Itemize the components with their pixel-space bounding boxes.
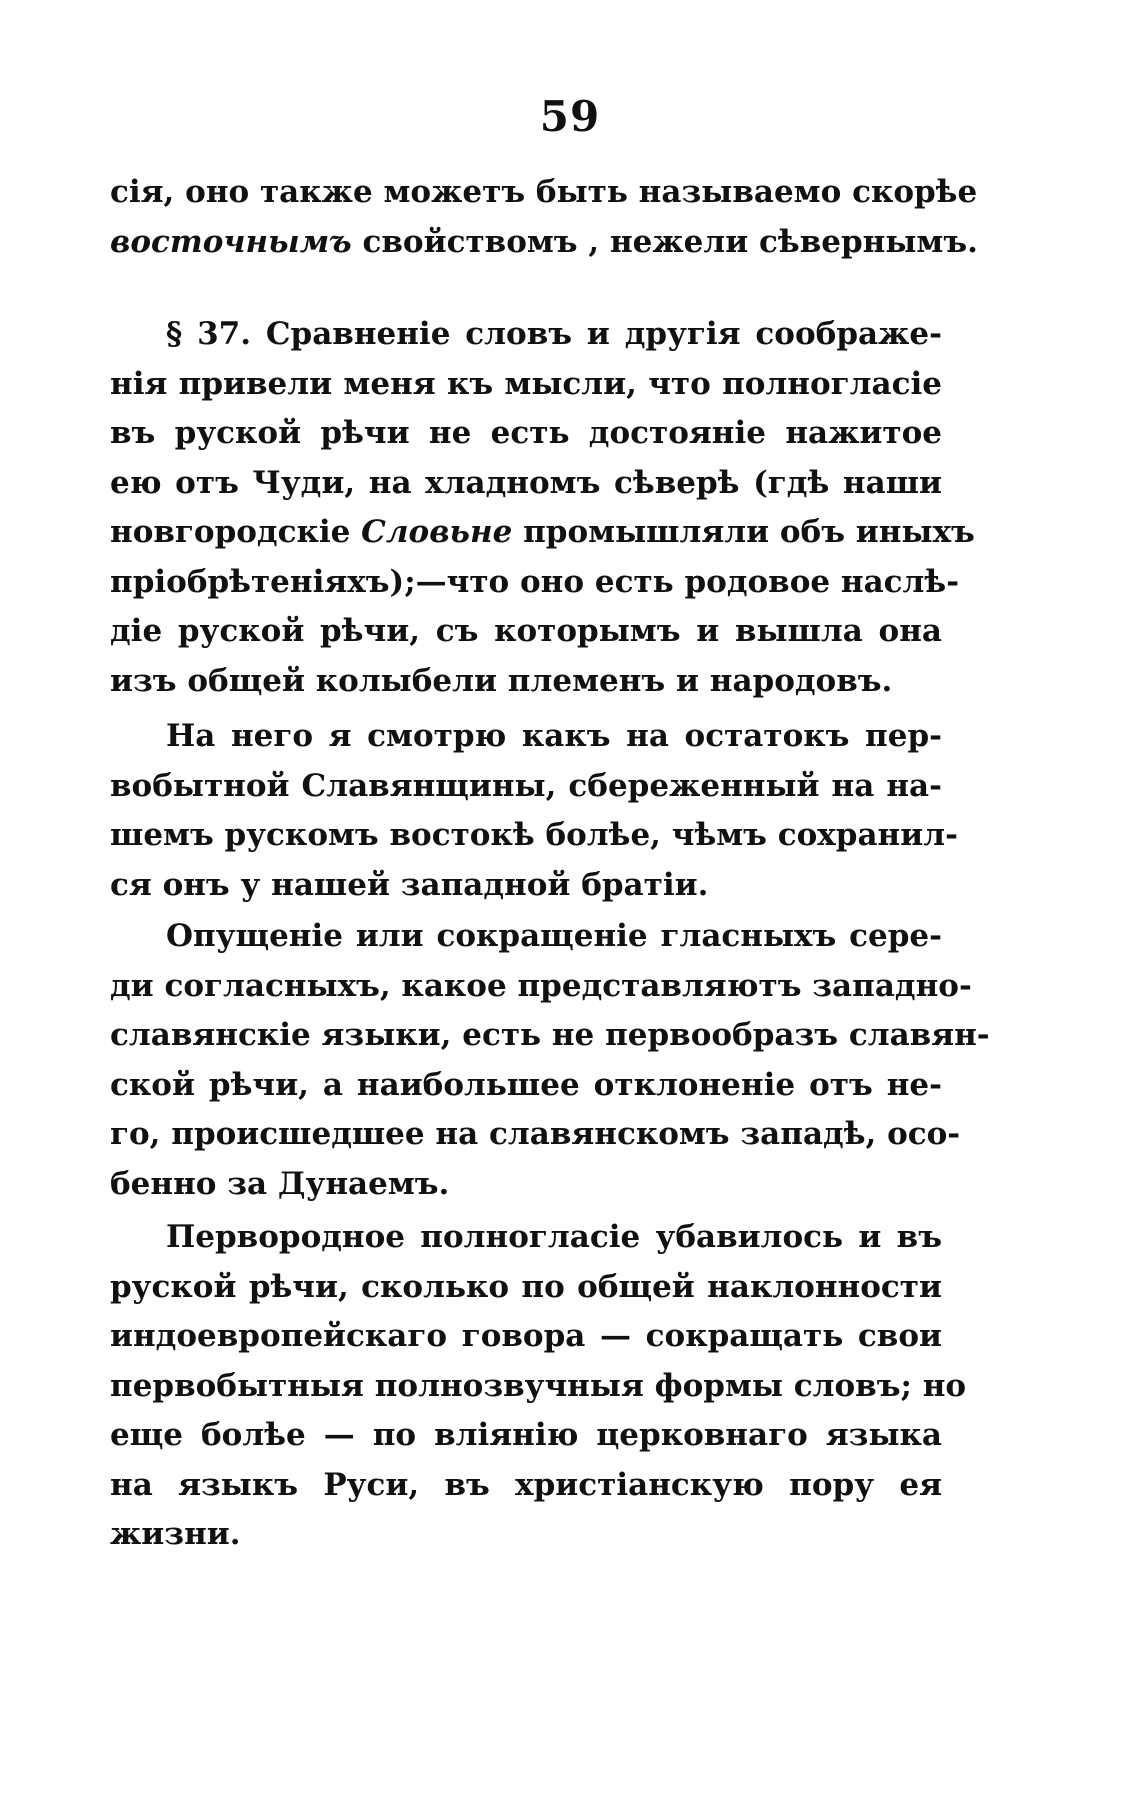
page-number: 59: [539, 92, 601, 141]
text-line: [110, 508, 975, 558]
text-line: го, происшедшее на славянскомъ западѣ, осо-: [110, 1116, 961, 1152]
text-line: ди согласныхъ, какое представляютъ западно-: [110, 967, 972, 1004]
text-line: нія привели меня къ мысли, что полногласіе: [110, 365, 942, 402]
text-line: ской рѣчи, а наибольшее отклоненіе отъ не-: [110, 1066, 942, 1103]
text-span: промышляли объ иныхъ: [512, 514, 975, 550]
text-line: діе руской рѣчи, съ которымъ и вышла она: [110, 613, 942, 649]
text-line: [110, 218, 978, 268]
italic-term: восточнымъ: [110, 223, 352, 260]
text-line: шемъ рускомъ востокѣ болѣе, чѣмъ сохранил-: [110, 817, 958, 853]
text-line: жизни.: [110, 1516, 241, 1552]
text-line: бенно за Дунаемъ.: [110, 1165, 450, 1202]
paragraph: [110, 912, 990, 1209]
italic-term: Словьне: [361, 514, 513, 550]
text-line: индоевропейскаго говора — сокращать свои: [110, 1318, 942, 1354]
text-line: ею отъ Чуди, на хладномъ сѣверѣ (гдѣ наши: [110, 464, 942, 501]
paragraph-section-37: [110, 310, 975, 706]
text-line: на языкъ Руси, въ христіанскую пору ея: [110, 1466, 942, 1503]
text-line: вобытной Славянщины, сбереженный на на-: [110, 767, 942, 804]
paragraph: [110, 1213, 967, 1560]
text-line: изъ общей колыбели племенъ и народовъ.: [110, 662, 893, 699]
text-line: Первородное полногласіе убавилось и въ: [166, 1219, 942, 1255]
text-span: свойствомъ , нежели сѣвернымъ.: [351, 223, 978, 260]
text-line: первобытныя полнозвучныя формы словъ; но: [110, 1367, 967, 1404]
text-line: пріобрѣтеніяхъ);—что оно есть родовое наслѣ-: [110, 563, 960, 600]
text-line: руской рѣчи, сколько по общей наклонности: [110, 1268, 942, 1305]
text-line: § 37. Сравненіе словъ и другія соображе-: [166, 316, 942, 352]
text-line: Опущеніе или сокращеніе гласныхъ сере-: [166, 918, 942, 954]
text-span: новгородскіе: [110, 514, 362, 550]
text-line: На него я смотрю какъ на остатокъ пер-: [166, 718, 942, 754]
text-line: въ руской рѣчи не есть достояніе нажитое: [110, 415, 942, 451]
paragraph-continuation: [110, 168, 978, 267]
text-line: славянскіе языки, есть не первообразъ славян-: [110, 1017, 990, 1053]
text-line: еще болѣе — по вліянію церковнаго языка: [110, 1417, 942, 1453]
text-line: сія, оно также можетъ быть называемо скорѣе: [110, 174, 978, 210]
paragraph: [110, 712, 958, 910]
text-line: ся онъ у нашей западной братіи.: [110, 866, 709, 903]
